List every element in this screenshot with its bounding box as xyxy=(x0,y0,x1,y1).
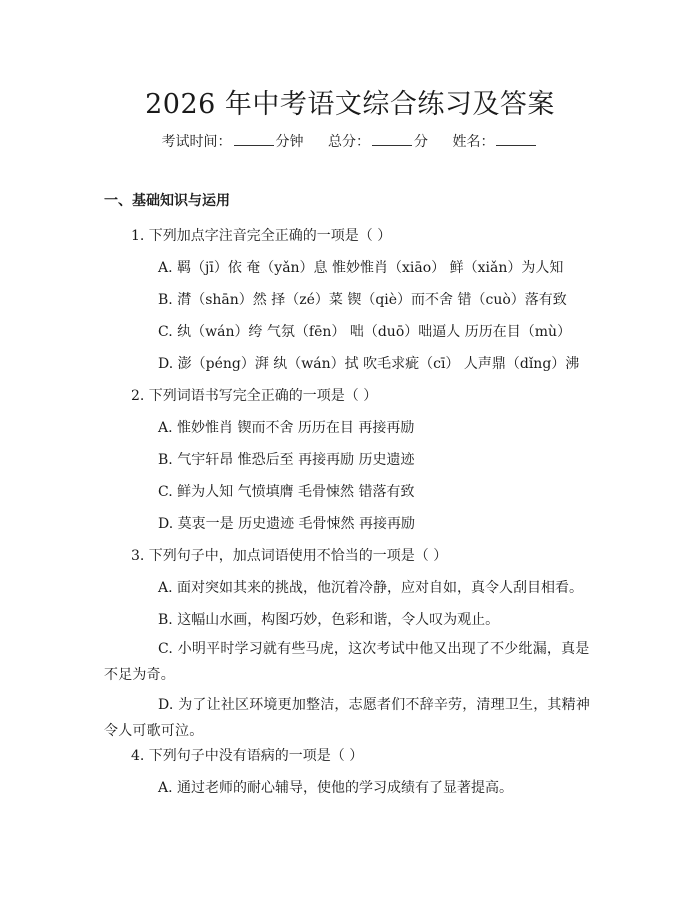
exam-time-unit: 分钟 xyxy=(275,134,304,150)
question-stem: 3. 下列句子中，加点词语使用不恰当的一项是（ ） xyxy=(131,548,448,564)
question-option: B. 这幅山水画，构图巧妙，色彩和谐，令人叹为观止。 xyxy=(158,612,500,628)
page-title: 2026 年中考语文综合练习及答案 xyxy=(145,89,555,120)
question-option: A. 通过老师的耐心辅导，使他的学习成绩有了显著提高。 xyxy=(158,780,514,796)
name-field xyxy=(452,131,538,151)
question-stem: 4. 下列句子中没有语病的一项是（ ） xyxy=(131,748,364,764)
question-option: C. 小明平时学习就有些马虎，这次考试中他又出现了不少纰漏，真是不足为奇。 xyxy=(104,641,590,683)
question-option: B. 潸（shān）然 择（zé）菜 锲（qiè）而不舍 错（cuò）落有致 xyxy=(158,292,567,308)
exam-time-label: 考试时间： xyxy=(161,134,232,150)
question-option: C. 纨（wán）绔 气氛（fēn） 咄（duō）咄逼人 历历在目（mù） xyxy=(158,324,571,340)
question-stem: 2. 下列词语书写完全正确的一项是（ ） xyxy=(131,388,378,404)
question-option: D. 莫衷一是 历史遗迹 毛骨悚然 再接再励 xyxy=(158,516,415,532)
exam-time-field xyxy=(162,131,304,151)
exam-meta xyxy=(0,131,700,151)
question-option: D. 为了让社区环境更加整洁，志愿者们不辞辛劳，清理卫生，其精神令人可歌可泣。 xyxy=(104,697,591,739)
question-option: D. 澎（péng）湃 纨（wán）拭 吹毛求疵（cī） 人声鼎（dǐng）沸 xyxy=(158,356,580,372)
name-blank xyxy=(496,133,536,146)
section-heading: 一、基础知识与运用 xyxy=(104,193,230,209)
question-option: A. 惟妙惟肖 锲而不舍 历历在目 再接再励 xyxy=(158,420,415,436)
total-score-blank xyxy=(372,133,412,146)
total-score-unit: 分 xyxy=(414,134,428,150)
total-score-field xyxy=(328,131,428,151)
question-option: A. 羁（jī）依 奄（yǎn）息 惟妙惟肖（xiāo） 鲜（xiǎn）为人知 xyxy=(158,260,564,276)
question-stem: 1. 下列加点字注音完全正确的一项是（ ） xyxy=(131,228,392,244)
question-option: C. 鲜为人知 气愤填膺 毛骨悚然 错落有致 xyxy=(158,484,415,500)
name-label: 姓名： xyxy=(452,134,495,150)
total-score-label: 总分： xyxy=(328,134,370,150)
question-option: B. 气宇轩昂 惟恐后至 再接再励 历史遗迹 xyxy=(158,452,415,468)
question-option: A. 面对突如其来的挑战，他沉着冷静，应对自如，真令人刮目相看。 xyxy=(158,580,584,596)
exam-time-blank xyxy=(234,133,274,146)
